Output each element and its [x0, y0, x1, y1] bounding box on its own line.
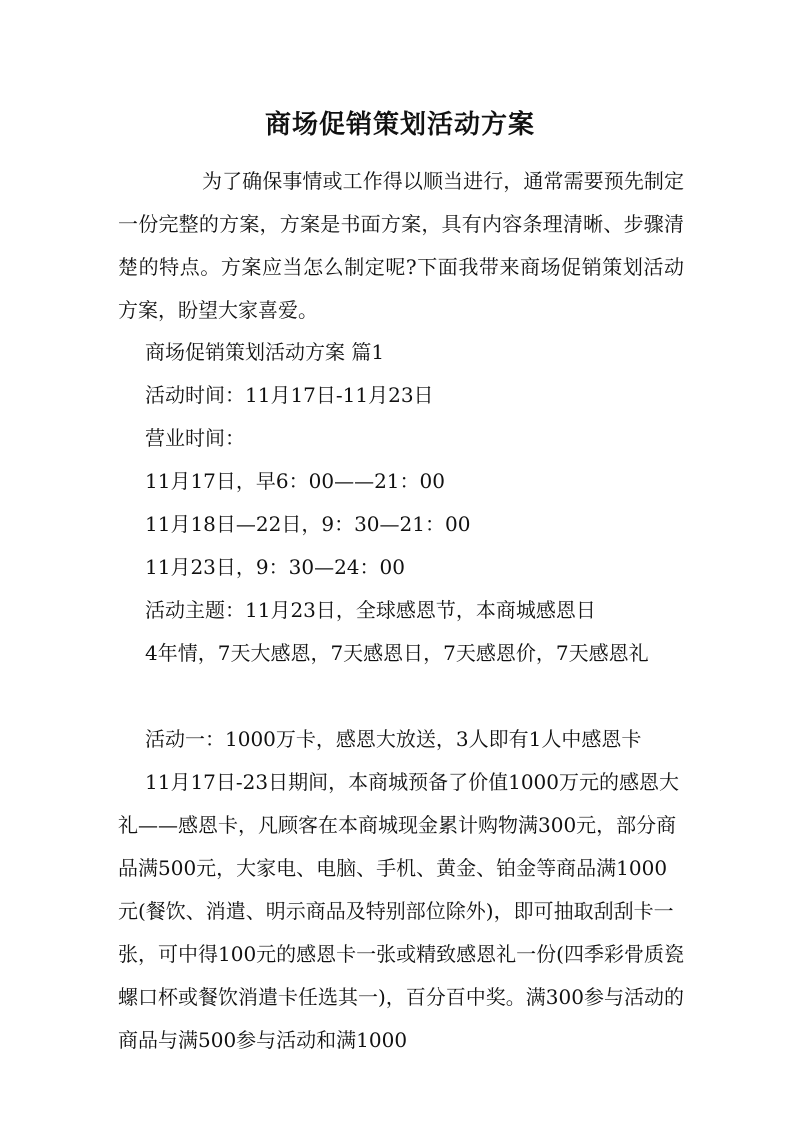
document-title: 商场促销策划活动方案 [264, 110, 535, 140]
hours-nov-18-22: 11月18日—22日，9：30—21：00 [145, 512, 471, 536]
activity-time: 活动时间：11月17日-11月23日 [145, 383, 434, 407]
activity-one-title: 活动一：1000万卡，感恩大放送，3人即有1人中感恩卡 [145, 727, 642, 751]
section-heading: 商场促销策划活动方案 篇1 [145, 340, 385, 364]
intro-paragraph: 为了确保事情或工作得以顺当进行，通常需要预先制定一份完整的方案，方案是书面方案，具有内容条理清晰、步骤清楚的特点。方案应当怎么制定呢?下面我带来商场促销策划活动方案，盼望大家喜爱。 [118, 169, 684, 322]
activity-theme: 活动主题：11月23日，全球感恩节，本商城感恩日 [145, 598, 596, 622]
activity-one-body: 11月17日-23日期间，本商城预备了价值1000万元的感恩大礼——感恩卡，凡顾客在本商城现金累计购物满300元，部分商品满500元，大家电、电脑、手机、黄金、铂金等商品满1000元(餐饮、消遣、明示商品及特别部位除外)，即可抽取刮刮卡一张，可中得100元的感恩卡一张或精致感恩礼一份(四季彩骨质瓷螺口杯或餐饮消遣卡任选其一)，百分百中奖。满300参与活动的商品与满500参与活动和满1000 [118, 770, 684, 1052]
hours-nov-23: 11月23日，9：30—24：00 [145, 555, 405, 579]
business-hours-label: 营业时间： [145, 426, 245, 450]
hours-nov-17: 11月17日，早6：00——21：00 [145, 469, 445, 493]
theme-paragraph: 4年情，7天大感恩，7天感恩日，7天感恩价，7天感恩礼 [145, 641, 649, 665]
